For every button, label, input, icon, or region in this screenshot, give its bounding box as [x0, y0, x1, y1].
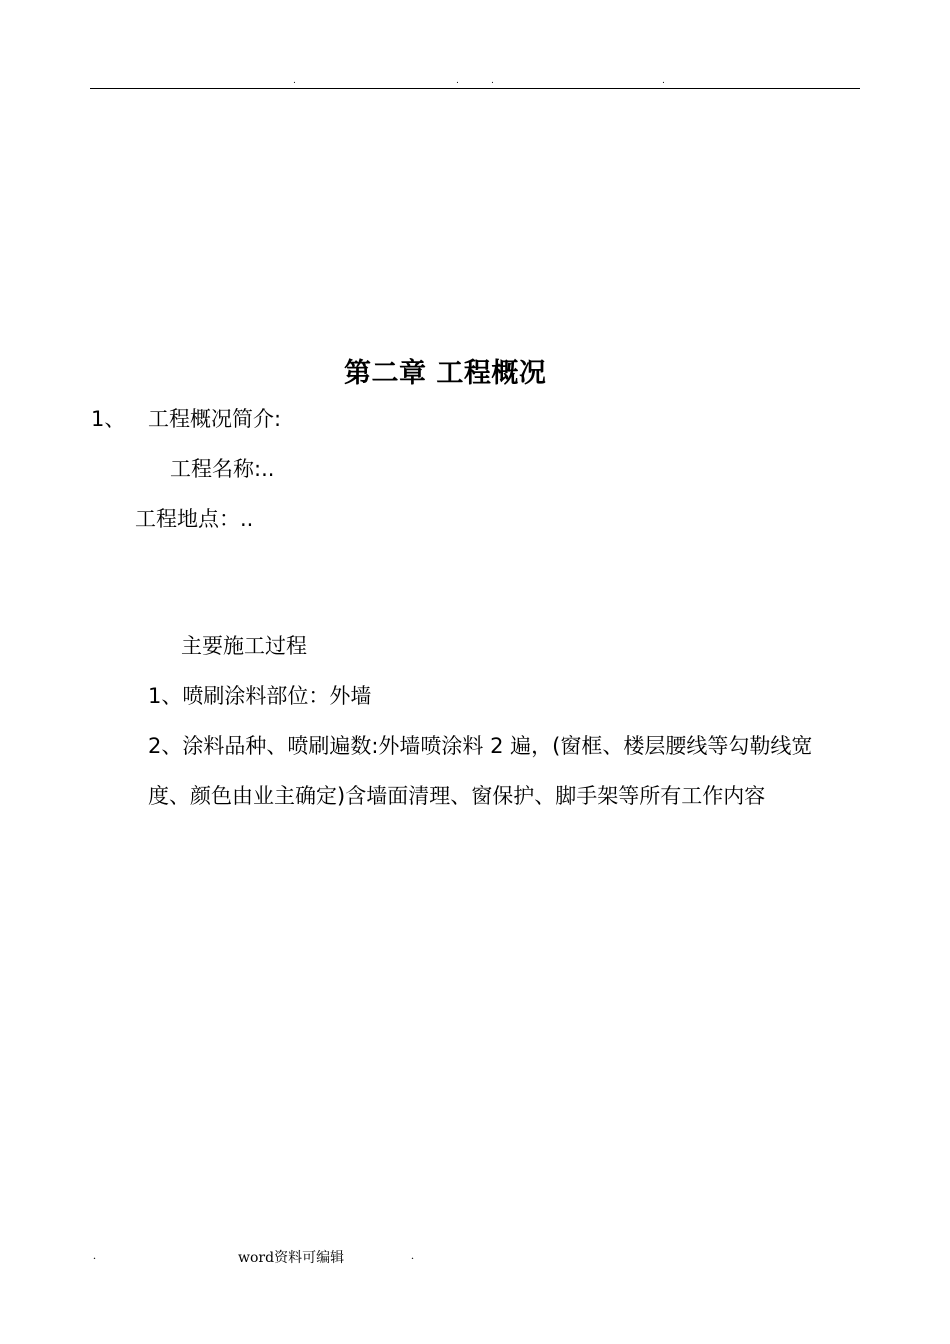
- section-heading: 工程概况简介:: [148, 407, 282, 431]
- process-item-2-line-2: 度、颜色由业主确定)含墙面清理、窗保护、脚手架等所有工作内容: [148, 784, 766, 808]
- header-dot: .: [293, 76, 296, 86]
- header-rule: [90, 88, 860, 89]
- footer-text: word资料可编辑: [238, 1250, 345, 1266]
- header-dot: .: [491, 76, 494, 86]
- section-number: 1、: [91, 407, 126, 431]
- process-item-1: 1、喷刷涂料部位：外墙: [148, 684, 372, 708]
- process-item-2-line-1: 2、涂料品种、喷刷遍数:外墙喷涂料 2 遍，(窗框、楼层腰线等勾勒线宽: [148, 734, 813, 758]
- footer-dot-left: .: [93, 1248, 96, 1262]
- project-name-line: 工程名称:..: [170, 457, 275, 481]
- process-heading: 主要施工过程: [181, 634, 307, 658]
- header-dot: .: [662, 76, 665, 86]
- project-location-line: 工程地点：..: [135, 507, 254, 531]
- chapter-title: 第二章 工程概况: [344, 358, 547, 389]
- footer-dot-right: .: [411, 1248, 414, 1262]
- header-dot: .: [456, 76, 459, 86]
